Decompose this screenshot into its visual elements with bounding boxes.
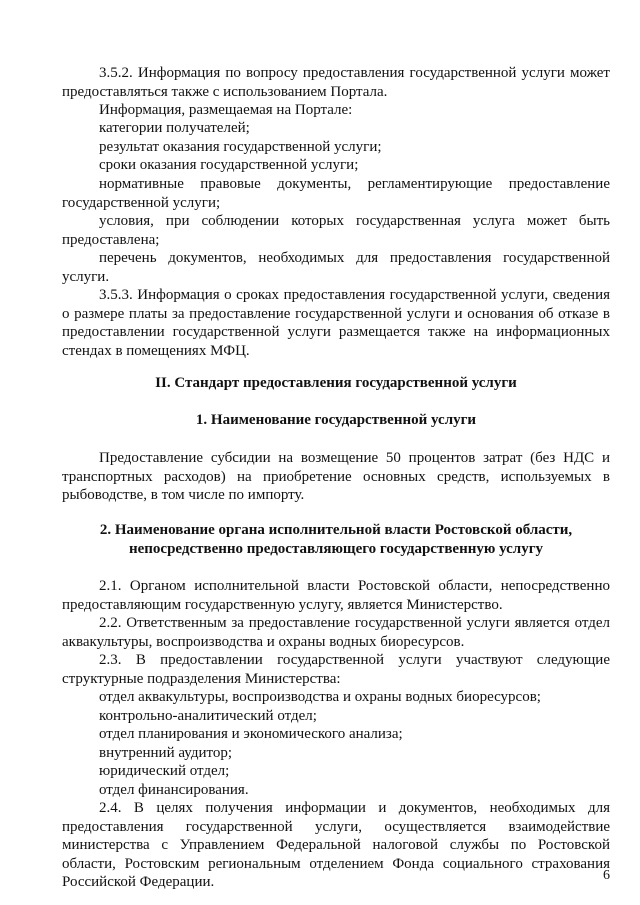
list-item-dept-2: контрольно-аналитический отдел; — [99, 708, 317, 724]
list-item-terms: сроки оказания государственной услуги; — [99, 157, 359, 173]
paragraph-2-3: 2.3. В предоставлении государственной услуги участвуют следующие структурные подразделения Министерства: — [62, 652, 610, 687]
subsection-2-title-line1: 2. Наименование органа исполнительной власти Ростовской области, — [99, 522, 573, 538]
subsection-1-title: 1. Наименование государственной услуги — [195, 412, 477, 428]
portal-info-intro: Информация, размещаемая на Портале: — [99, 102, 353, 118]
list-item-dept-1: отдел аквакультуры, воспроизводства и охраны водных биоресурсов; — [99, 689, 541, 705]
list-item-conditions: условия, при соблюдении которых государственная услуга может быть предоставлена; — [62, 213, 610, 248]
paragraph-2-1: 2.1. Органом исполнительной власти Ростовской области, непосредственно предоставляющим государственную услугу, является Министерство. — [62, 578, 610, 613]
paragraph-2-4: 2.4. В целях получения информации и документов, необходимых для предоставления государственной услуги, осуществляется взаимодействие министерства с Управлением Федеральной налоговой службы по Ростовской области, Ростовским региональным отделением Фонда социального страхования Российской Федерации. — [62, 800, 610, 890]
list-item-dept-5: юридический отдел; — [99, 763, 230, 779]
subsection-1-text: Предоставление субсидии на возмещение 50 процентов затрат (без НДС и транспортных расходов) на приобретение основных средств, используемых в рыбоводстве, в том числе по импорту. — [62, 450, 610, 503]
list-item-categories: категории получателей; — [99, 120, 250, 136]
paragraph-2-2: 2.2. Ответственным за предоставление государственной услуги является отдел аквакультуры, воспроизводства и охраны водных биоресурсов. — [62, 615, 610, 650]
paragraph-3-5-2: 3.5.2. Информация по вопросу предоставления государственной услуги может предоставляться также с использованием Портала. — [62, 65, 610, 100]
list-item-documents: перечень документов, необходимых для предоставления государственной услуги. — [62, 250, 610, 285]
list-item-dept-6: отдел финансирования. — [99, 782, 249, 798]
list-item-dept-3: отдел планирования и экономического анализа; — [99, 726, 403, 742]
section-title: II. Стандарт предоставления государственной услуги — [155, 375, 517, 391]
paragraph-3-5-3: 3.5.3. Информация о сроках предоставления государственной услуги, сведения о размере платы за предоставление государственной услуги и основания об отказе в предоставлении государственной услуги размещается также на информационных стендах в помещениях МФЦ. — [62, 287, 610, 359]
subsection-2-title-line2: непосредственно предоставляющего государственную услугу — [128, 541, 544, 557]
page-number: 6 — [603, 868, 610, 883]
list-item-normative: нормативные правовые документы, регламентирующие предоставление государственной услуги; — [62, 176, 610, 211]
list-item-dept-4: внутренний аудитор; — [99, 745, 233, 761]
list-item-result: результат оказания государственной услуги; — [99, 139, 382, 155]
